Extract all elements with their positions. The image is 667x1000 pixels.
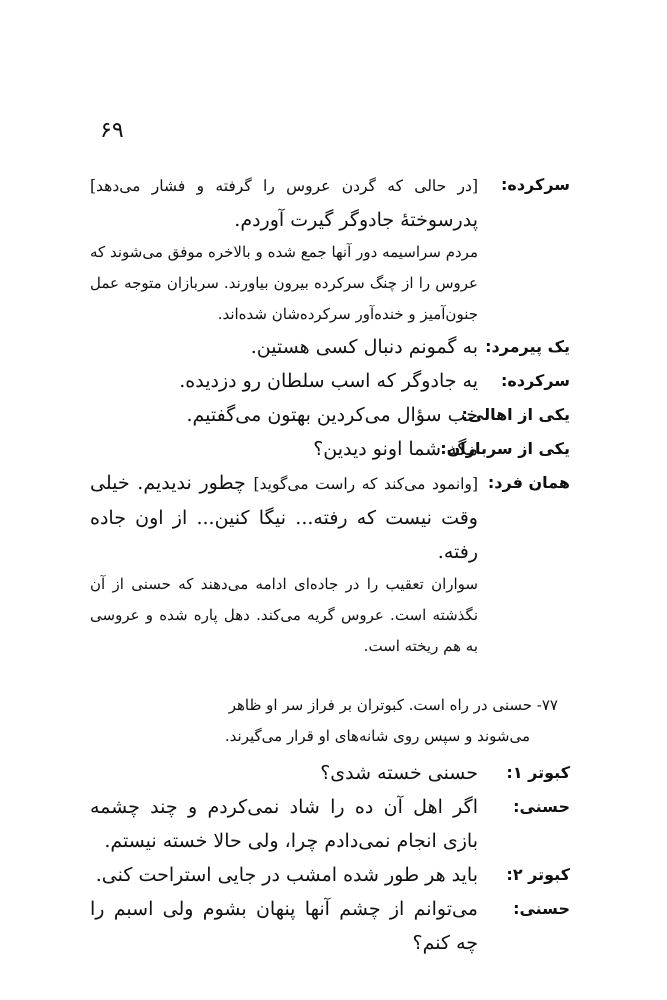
dialogue-text: حسنی خسته شدی؟ [320, 762, 478, 784]
dialogue-text: به گمونم دنبال کسی هستین. [250, 336, 478, 358]
script-body [90, 168, 570, 960]
speaker-name: سرکرده: [501, 175, 570, 194]
dialogue-entry [90, 858, 570, 892]
dialogue-text: یه جادوگر که اسب سلطان رو دزدیده. [179, 370, 478, 392]
stage-direction-inline: [در حالی که گردن عروس را گرفته و فشار می‌دهد] [90, 177, 478, 195]
dialogue-text: باید هر طور شده امشب در جایی استراحت کنی. [95, 864, 478, 886]
stage-direction-inline: [وانمود می‌کند که راست می‌گوید] [253, 475, 478, 493]
stage-direction: مردم سراسیمه دور آنها جمع شده و بالاخره موفق می‌شوند که عروس را از چنگ سرکرده بیرون بیاورند. سربازان متوجه عمل جنون‌آمیز و خنده‌آور سرکرده‌شان شده‌اند. [90, 243, 478, 323]
dialogue-entry [90, 892, 570, 960]
dialogue-line [90, 168, 478, 237]
speaker-name: حسنی: [513, 899, 570, 918]
dialogue-text: اگر اهل آن ده را شاد نمی‌کردم و چند چشمه بازی انجام نمی‌دادم چرا، ولی حالا خسته نیستم. [90, 796, 478, 852]
speaker-name: سرکرده: [501, 371, 570, 390]
dialogue-entry [90, 756, 570, 790]
page-number: ۶۹ [100, 118, 124, 143]
dialogue-line [90, 466, 478, 569]
dialogue-entry [90, 466, 570, 569]
speaker-name: کبوتر ۲: [506, 865, 570, 884]
dialogue-text: پدرسوختهٔ جادوگر گیرت آوردم. [234, 209, 478, 231]
dialogue-text: خب سؤال می‌کردین بهتون می‌گفتیم. [186, 404, 478, 426]
scene-heading-line: ۷۷- حسنی در راه است. کبوتران بر فراز سر او ظاهر [228, 696, 558, 714]
speaker-name: همان فرد: [487, 473, 570, 492]
dialogue-entry [90, 330, 570, 364]
speaker-name: حسنی: [513, 797, 570, 816]
dialogue-entry [90, 432, 570, 466]
speaker-name: کبوتر ۱: [506, 763, 570, 782]
dialogue-entry [90, 364, 570, 398]
scene-heading-line: می‌شوند و سپس روی شانه‌های او قرار می‌گیرند. [224, 727, 530, 745]
speaker-name: یکی از اهالی: [461, 405, 570, 424]
speaker-name: یک پیرمرد: [485, 337, 570, 356]
dialogue-text: می‌توانم از چشم آنها پنهان بشوم ولی اسبم را چه کنم؟ [90, 898, 478, 954]
dialogue-entry [90, 790, 570, 858]
dialogue-entry [90, 398, 570, 432]
dialogue-text: مگه شما اونو دیدین؟ [313, 438, 478, 460]
scene-heading [90, 690, 558, 752]
dialogue-text: چطور ندیدیم. خیلی وقت نیست که رفته... نیگا کنین... از اون جاده رفته. [90, 472, 478, 563]
dialogue-entry [90, 168, 570, 237]
stage-direction: سواران تعقیب را در جاده‌ای ادامه می‌دهند که حسنی از آن نگذشته است. عروس گریه می‌کند. دهل پاره شده و عروسی به هم ریخته است. [90, 575, 478, 655]
speaker-name: یکی از سربازان: [440, 439, 570, 458]
